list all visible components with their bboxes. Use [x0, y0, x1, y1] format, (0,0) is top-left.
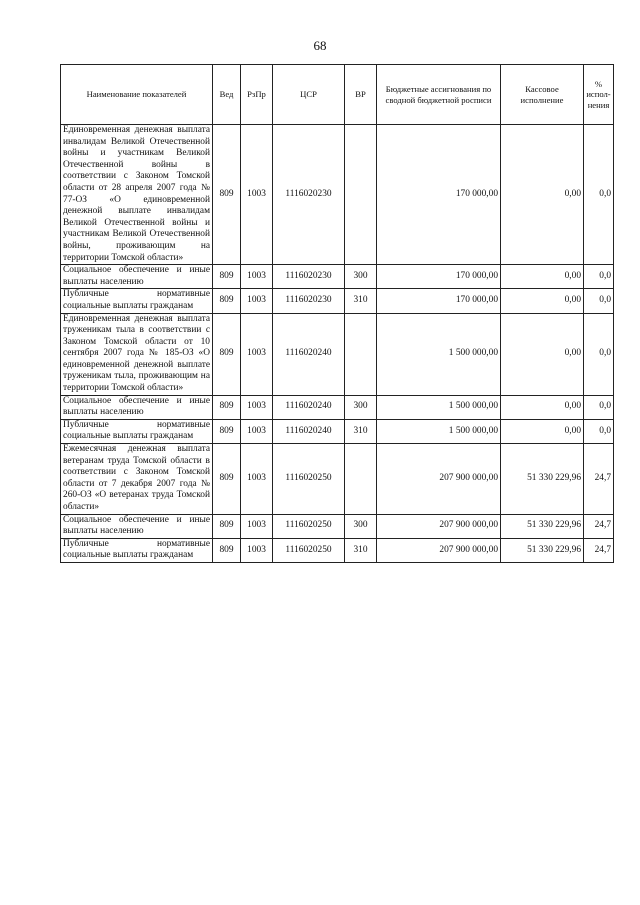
- cell-pct: 0,0: [584, 265, 614, 289]
- header-rzpr: РзПр: [241, 65, 273, 125]
- cell-budget: 1 500 000,00: [377, 395, 501, 419]
- cell-budget: 1 500 000,00: [377, 419, 501, 443]
- cell-ved: 809: [213, 419, 241, 443]
- cell-name: Публичные нормативные социальные выплаты гражданам: [61, 289, 213, 313]
- cell-rzpr: 1003: [241, 289, 273, 313]
- cell-vr: 300: [345, 265, 377, 289]
- header-name: Наименование показателей: [61, 65, 213, 125]
- table-row: [61, 125, 614, 265]
- cell-kassa: 0,00: [501, 289, 584, 313]
- cell-budget: 170 000,00: [377, 289, 501, 313]
- table-row: [61, 265, 614, 289]
- cell-budget: 207 900 000,00: [377, 538, 501, 562]
- table-row: [61, 538, 614, 562]
- cell-rzpr: 1003: [241, 419, 273, 443]
- cell-kassa: 0,00: [501, 313, 584, 395]
- cell-vr: 310: [345, 538, 377, 562]
- cell-rzpr: 1003: [241, 514, 273, 538]
- cell-pct: 0,0: [584, 313, 614, 395]
- cell-pct: 0,0: [584, 395, 614, 419]
- cell-vr: 310: [345, 419, 377, 443]
- cell-ved: 809: [213, 395, 241, 419]
- header-kassa: Кассовое исполнение: [501, 65, 584, 125]
- cell-pct: 24,7: [584, 444, 614, 515]
- cell-rzpr: 1003: [241, 538, 273, 562]
- cell-rzpr: 1003: [241, 444, 273, 515]
- cell-rzpr: 1003: [241, 313, 273, 395]
- cell-vr: [345, 313, 377, 395]
- cell-name: Единовременная денежная выплата труженикам тыла в соответствии с Законом Томской области от 10 сентября 2007 года № 185-ОЗ «О единовременной денежной выплате труженикам тыла, проживающим на территории Томской области»: [61, 313, 213, 395]
- cell-budget: 170 000,00: [377, 265, 501, 289]
- cell-ved: 809: [213, 444, 241, 515]
- cell-ved: 809: [213, 289, 241, 313]
- cell-pct: 24,7: [584, 538, 614, 562]
- header-ved: Вед: [213, 65, 241, 125]
- header-budget: Бюджетные ассигнования по сводной бюджетной росписи: [377, 65, 501, 125]
- page-number: 68: [313, 38, 327, 53]
- cell-name: Социальное обеспечение и иные выплаты населению: [61, 514, 213, 538]
- table-row: [61, 444, 614, 515]
- cell-rzpr: 1003: [241, 125, 273, 265]
- cell-budget: 207 900 000,00: [377, 444, 501, 515]
- cell-vr: [345, 444, 377, 515]
- table-row: [61, 313, 614, 395]
- cell-ved: 809: [213, 514, 241, 538]
- table-header: [61, 65, 614, 125]
- cell-kassa: 0,00: [501, 265, 584, 289]
- table-body: [61, 125, 614, 563]
- cell-kassa: 0,00: [501, 419, 584, 443]
- cell-csr: 1116020230: [273, 289, 345, 313]
- cell-csr: 1116020240: [273, 313, 345, 395]
- cell-vr: 300: [345, 395, 377, 419]
- cell-kassa: 51 330 229,96: [501, 514, 584, 538]
- table-row: [61, 514, 614, 538]
- header-vr: ВР: [345, 65, 377, 125]
- table-row: [61, 395, 614, 419]
- cell-rzpr: 1003: [241, 395, 273, 419]
- cell-csr: 1116020250: [273, 538, 345, 562]
- cell-ved: 809: [213, 538, 241, 562]
- cell-rzpr: 1003: [241, 265, 273, 289]
- cell-name: Социальное обеспечение и иные выплаты населению: [61, 395, 213, 419]
- cell-csr: 1116020250: [273, 514, 345, 538]
- cell-ved: 809: [213, 313, 241, 395]
- header-csr: ЦСР: [273, 65, 345, 125]
- cell-budget: 1 500 000,00: [377, 313, 501, 395]
- cell-kassa: 0,00: [501, 395, 584, 419]
- cell-vr: 300: [345, 514, 377, 538]
- cell-csr: 1116020240: [273, 395, 345, 419]
- cell-ved: 809: [213, 265, 241, 289]
- cell-ved: 809: [213, 125, 241, 265]
- cell-vr: 310: [345, 289, 377, 313]
- table-row: [61, 289, 614, 313]
- cell-pct: 0,0: [584, 289, 614, 313]
- cell-name: Публичные нормативные социальные выплаты гражданам: [61, 419, 213, 443]
- cell-kassa: 51 330 229,96: [501, 444, 584, 515]
- table-row: [61, 419, 614, 443]
- cell-name: Ежемесячная денежная выплата ветеранам труда Томской области в соответствии с Законом Томской области от 7 декабря 2007 года № 260-ОЗ «О ветеранах труда Томской области»: [61, 444, 213, 515]
- cell-csr: 1116020230: [273, 125, 345, 265]
- cell-budget: 207 900 000,00: [377, 514, 501, 538]
- cell-csr: 1116020240: [273, 419, 345, 443]
- cell-csr: 1116020250: [273, 444, 345, 515]
- cell-pct: 0,0: [584, 419, 614, 443]
- cell-pct: 24,7: [584, 514, 614, 538]
- cell-csr: 1116020230: [273, 265, 345, 289]
- cell-name: Социальное обеспечение и иные выплаты населению: [61, 265, 213, 289]
- cell-name: Публичные нормативные социальные выплаты гражданам: [61, 538, 213, 562]
- cell-kassa: 0,00: [501, 125, 584, 265]
- cell-name: Единовременная денежная выплата инвалидам Великой Отечественной войны и участникам Великой Отечественной войны в соответствии с Законом Томской области от 28 апреля 2007 года № 77-ОЗ «О единовременной денежной выплате инвалидам Великой Отечественной войны и участникам Великой Отечественной войны, проживающим на территории Томской области»: [61, 125, 213, 265]
- cell-budget: 170 000,00: [377, 125, 501, 265]
- cell-vr: [345, 125, 377, 265]
- budget-execution-table: [60, 64, 614, 563]
- cell-kassa: 51 330 229,96: [501, 538, 584, 562]
- cell-pct: 0,0: [584, 125, 614, 265]
- header-pct: % испол-нения: [584, 65, 614, 125]
